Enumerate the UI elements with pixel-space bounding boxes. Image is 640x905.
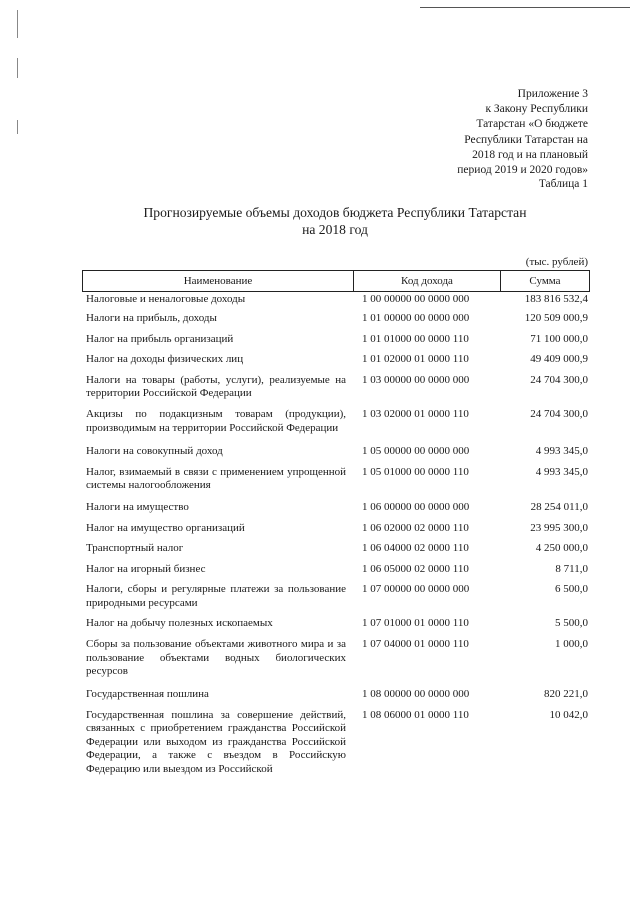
margin-mark — [17, 10, 18, 38]
row-sum: 5 500,0 — [555, 616, 588, 629]
row-sum: 6 500,0 — [555, 583, 588, 596]
title-line: Прогнозируемые объемы доходов бюджета Республики Татарстан — [143, 205, 527, 220]
row-name: Транспортный налог — [86, 542, 184, 555]
row-sum: 1 000,0 — [555, 638, 588, 651]
header-sum: Сумма — [529, 275, 561, 287]
appendix-line: 2018 год и на плановый — [472, 148, 588, 161]
table-row — [86, 312, 594, 325]
table-row — [86, 563, 594, 576]
row-code: 1 06 02000 02 0000 110 — [362, 521, 469, 534]
row-sum: 820 221,0 — [544, 687, 588, 700]
top-edge-line — [420, 7, 630, 8]
table-row — [86, 374, 594, 401]
row-code: 1 05 00000 00 0000 000 — [362, 445, 470, 458]
row-sum: 24 704 300,0 — [530, 408, 588, 421]
row-name: Налог на добычу полезных ископаемых — [86, 616, 273, 629]
margin-mark — [17, 58, 18, 78]
row-sum: 10 042,0 — [549, 708, 588, 721]
row-name: Налог на прибыль организаций — [86, 332, 234, 345]
table-row — [86, 501, 594, 514]
row-name: Государственная пошлина — [86, 687, 209, 700]
row-name: Сборы за пользование объектами животного мира и за пользование объектами водных биологических ресурсов — [86, 638, 346, 678]
row-name: Налоги на имущество — [86, 501, 189, 514]
appendix-line: к Закону Республики — [485, 103, 588, 116]
table-label: Таблица 1 — [538, 178, 588, 190]
row-sum: 49 409 000,9 — [530, 353, 588, 366]
row-code: 1 01 00000 00 0000 000 — [362, 312, 470, 325]
row-code: 1 07 00000 00 0000 000 — [362, 583, 470, 596]
row-code: 1 08 06000 01 0000 110 — [362, 708, 469, 721]
margin-mark — [17, 120, 18, 134]
row-name: Налоги, сборы и регулярные платежи за пользование природными ресурсами — [86, 583, 346, 609]
header-name: Наименование — [83, 271, 354, 291]
row-code: 1 03 02000 01 0000 110 — [362, 408, 469, 421]
row-code: 1 05 01000 00 0000 110 — [362, 465, 469, 478]
row-code: 1 07 04000 01 0000 110 — [362, 638, 469, 651]
header-code: Код дохода — [354, 271, 501, 291]
row-name: Налоговые и неналоговые доходы — [86, 293, 246, 305]
units-note: (тыс. рублей) — [525, 256, 588, 268]
row-name: Налоги на совокупный доход — [86, 445, 223, 458]
row-code: 1 03 00000 00 0000 000 — [362, 373, 470, 386]
row-name: Налог, взимаемый в связи с применением упрощенной системы налогообложения — [86, 465, 346, 492]
row-code: 1 06 04000 02 0000 110 — [362, 542, 469, 555]
appendix-line: Татарстан «О бюджете — [476, 118, 588, 131]
table-row — [86, 583, 594, 610]
row-name: Налоги на прибыль, доходы — [86, 312, 217, 325]
appendix-line: Республики Татарстан на — [464, 133, 588, 146]
row-name: Налог на имущество организаций — [86, 521, 245, 534]
row-code: 1 01 02000 01 0000 110 — [362, 353, 469, 366]
row-code: 1 08 00000 00 0000 000 — [362, 687, 470, 700]
row-code: 1 07 01000 01 0000 110 — [362, 616, 469, 629]
row-name: Акцизы по подакцизным товарам (продукции), производимым на территории Российской Федерации — [86, 408, 346, 434]
table-row — [86, 617, 594, 630]
table-row — [86, 445, 594, 458]
row-name: Налог на доходы физических лиц — [86, 353, 244, 366]
row-sum: 71 100 000,0 — [530, 332, 588, 345]
appendix-line: Приложение 3 — [517, 88, 588, 100]
row-code: 1 00 00000 00 0000 000 — [362, 293, 470, 305]
table-row — [86, 333, 594, 346]
table-row — [86, 353, 594, 366]
table-row — [86, 709, 594, 776]
row-sum: 4 250 000,0 — [535, 542, 588, 555]
table-row — [86, 466, 594, 493]
row-sum: 23 995 300,0 — [530, 521, 588, 534]
appendix-line: период 2019 и 2020 годов» — [457, 164, 588, 177]
row-name: Налог на игорный бизнес — [86, 562, 206, 575]
table-row — [86, 293, 594, 306]
row-name: Государственная пошлина за совершение действий, связанных с приобретением гражданства Российской Федерации или выходом из гражданства Российской Федерации, а также с въездом в Российскую Федерацию или выездом из Российской — [86, 708, 346, 775]
row-code: 1 06 00000 00 0000 000 — [362, 501, 470, 514]
table-row — [86, 542, 594, 555]
row-sum: 4 993 345,0 — [535, 445, 588, 458]
table-row — [86, 688, 594, 701]
row-name: Налоги на товары (работы, услуги), реализуемые на территории Российской Федерации — [86, 373, 346, 400]
table-row — [86, 408, 594, 435]
title-line: на 2018 год — [302, 222, 368, 237]
row-sum: 4 993 345,0 — [535, 465, 588, 478]
row-sum: 183 816 532,4 — [524, 293, 588, 305]
table-header — [82, 270, 590, 292]
document-title — [80, 204, 590, 238]
row-code: 1 06 05000 02 0000 110 — [362, 562, 469, 575]
row-code: 1 01 01000 00 0000 110 — [362, 332, 469, 345]
row-sum: 28 254 011,0 — [530, 501, 588, 514]
appendix-block — [388, 87, 588, 178]
row-sum: 120 509 000,9 — [524, 312, 588, 325]
table-row — [86, 638, 594, 678]
row-sum: 24 704 300,0 — [530, 373, 588, 386]
table-body — [86, 293, 594, 776]
row-sum: 8 711,0 — [555, 562, 588, 575]
table-row — [86, 522, 594, 535]
